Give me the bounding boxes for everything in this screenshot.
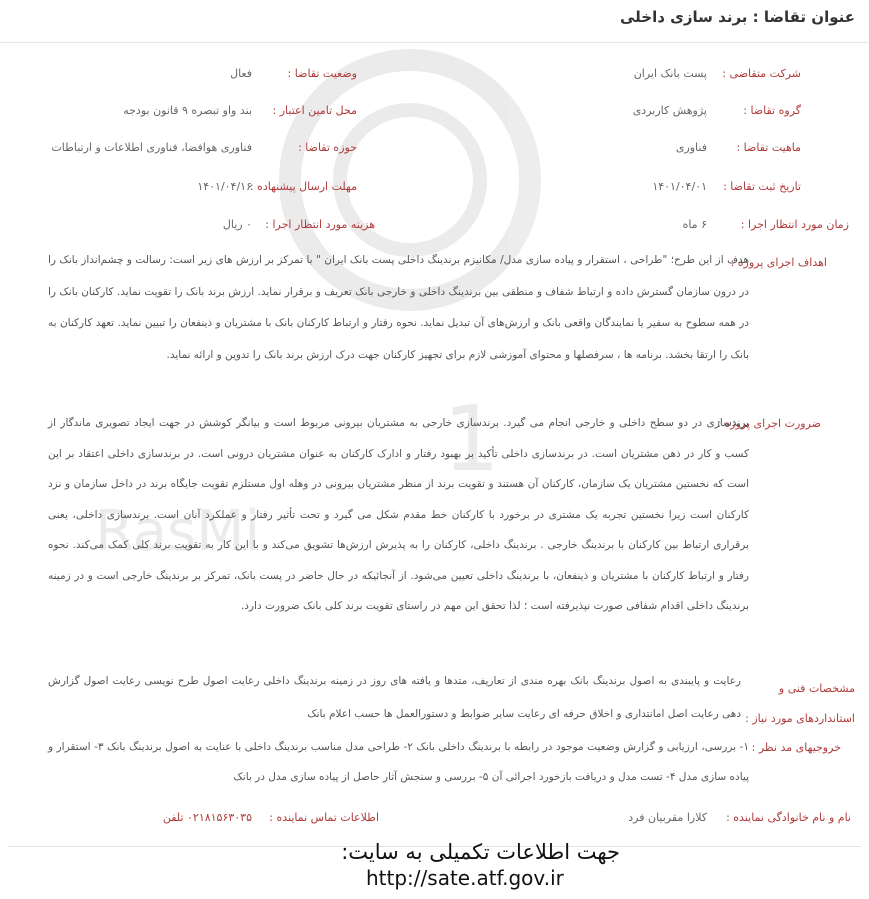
title-divider [0,42,869,43]
footer-info-text: جهت اطلاعات تکمیلی به سایت: [341,840,620,864]
funding-value: بند واو تبصره ۹ قانون بودجه [123,104,252,117]
cost-label: هزینه مورد انتظار اجرا : [265,218,375,231]
funding-label: محل تامین اعتبار : [272,104,357,117]
deadline-label: مهلت ارسال پیشنهاده : [249,180,357,193]
svg-text:1: 1 [442,387,500,492]
rep-name-label: نام و نام خانوادگی نماینده : [726,811,851,824]
standards-label: مشخصات فنی و استانداردهای مورد نیاز : [745,682,855,725]
duration-value: ۶ ماه [682,218,707,231]
domain-label: حوزه تقاضا : [298,141,357,154]
outputs-label: خروجیهای مد نظر : [751,741,841,754]
nature-value: فناوری [675,141,707,154]
outputs-text: ۱- بررسی، ارزیابی و گزارش وضعیت موجود در رابطه با برندینگ داخلی بانک ۲- طراحی مدل مناسب برندینگ داخلی با عنایت به اصول برندینگ بانک ۳- استقرار و پیاده سازی مدل ۴- تست مدل و دریافت بازخورد اجرائی آن ۵- بررسی و سنجش آثار حاصل از پیاده سازی مدل در بانک [48,741,749,783]
company-value: پست بانک ایران [633,67,707,80]
company-label: شرکت متقاضی : [722,67,801,80]
rep-contact-label: اطلاعات تماس نماینده : [269,811,379,824]
cost-value: ۰ ریال [222,218,252,231]
group-label: گروه تقاضا : [743,104,801,117]
necessity-text: برندسازی در دو سطح داخلی و خارجی انجام می گیرد. برندسازی خارجی به مشتریان بیرونی مربوط است و بیانگر کوشش در جهت ایجاد تصویری ماندگار از کسب و کار در ذهن مشتریان است. در برندسازی داخلی تأکید بر بهبود رفتار و ادارک کارکنان به عنوان مشتریان درونی است. در برندسازی داخلی اعتقاد بر این است که نخستین مشتریان یک سازمان، کارکنان آن هستند و تقویت برند از منظر مشتریان بیرونی در وهله اول مستلزم تقویت جایگاه برند در داخل سازمان و نزد کارکنان است زیرا نخستین تجربه یک مشتری در برخورد با کارکنان خط مقدم شکل می گیرد و تحت تأثیر رفتار و عملکرد آنان است. برندسازی داخلی، یعنی برقراری ارتباط بین کارکنان با برندینگ خارجی . برندینگ داخلی، کارکنان را به پذیرش ارزش‌ها تشویق می‌کند و با این کار به تقویت برند کلی کمک می‌کند. نحوه رفتار و ارتباط کارکنان با مشتریان و ذینفعان، با برندینگ داخلی تعیین می‌شود. از آنجائیکه در حال حاضر در پست بانک، تمرکز بر برندینگ خارجی است و در زمینه برندینگ داخلی اقدام شفافی صورت نپذیرفته است ؛ لذا تحقق این مهم در راستای تقویت برند کلی بانک ضرورت دارد. [48,417,749,612]
reg-date-label: تاریخ ثبت تقاضا : [723,180,801,193]
reg-date-value: ۱۴۰۱/۰۴/۰۱ [652,180,707,193]
goals-text: هدف از این طرح؛ "طراحی ، استقرار و پیاده سازی مدل/ مکانیزم برندینگ داخلی پست بانک ایران " با تمرکز بر ارزش های زیر است: رسالت و چشم‌انداز بانک را در درون سازمان گسترش داده و ارتباط شفاف و منطقی بین برندینگ داخلی و خارجی بانک تعریف و برقرار نماید. ارزش برند بانک را تقویت نماید. کارکنان بانک را در همه سطوح به سفیر یا نمایندگان واقعی بانک و ارزش‌های آن تبدیل نماید. نحوه رفتار و ارتباط کارکنان بانک با مشتریان و ذینفعان را تبیین نماید. تعهد کارکنان به بانک را ارتقا بخشد. برنامه ها ، سرفصلها و محتوای آموزشی لازم برای تجهیز کارکنان جهت درک ارزش برند بانک را تدوین و ارائه نماید. [48,254,749,361]
goals-label: اهداف اجرای پروژه : [730,256,827,269]
status-label: وضعیت تقاضا : [287,67,357,80]
necessity-label: ضرورت اجرای پروژه : [717,417,821,430]
standards-text: رعایت و پایبندی به اصول برندینگ بانک بهره مندی از تعاریف، متدها و یافته های روز در زمینه برندینگ داخلی رعایت اصول طرح نویسی رعایت اصول گزارش دهی رعایت اصل امانتداری و اخلاق حرفه ای رعایت سایر ضوابط و دستورالعمل ها حسب اعلام بانک [48,675,741,720]
svg-text:RasMi: RasMi [94,499,260,564]
page-title: عنوان تقاضا : برند سازی داخلی [620,8,855,26]
deadline-value: ۱۴۰۱/۰۴/۱۶ [197,180,252,193]
rep-name-value: کلارا مقربیان فرد [628,811,707,824]
footer-website-link[interactable]: http://sate.atf.gov.ir [366,866,564,890]
rep-contact-value: ۰۲۱۸۱۵۶۳۰۳۵ تلفن [162,811,252,824]
status-value: فعال [230,67,252,80]
nature-label: ماهیت تقاضا : [736,141,801,154]
domain-value: فناوری هوافضا، فناوری اطلاعات و ارتباطات [51,141,252,154]
group-value: پژوهش کاربردی [632,104,707,117]
duration-label: زمان مورد انتظار اجرا : [740,218,849,231]
